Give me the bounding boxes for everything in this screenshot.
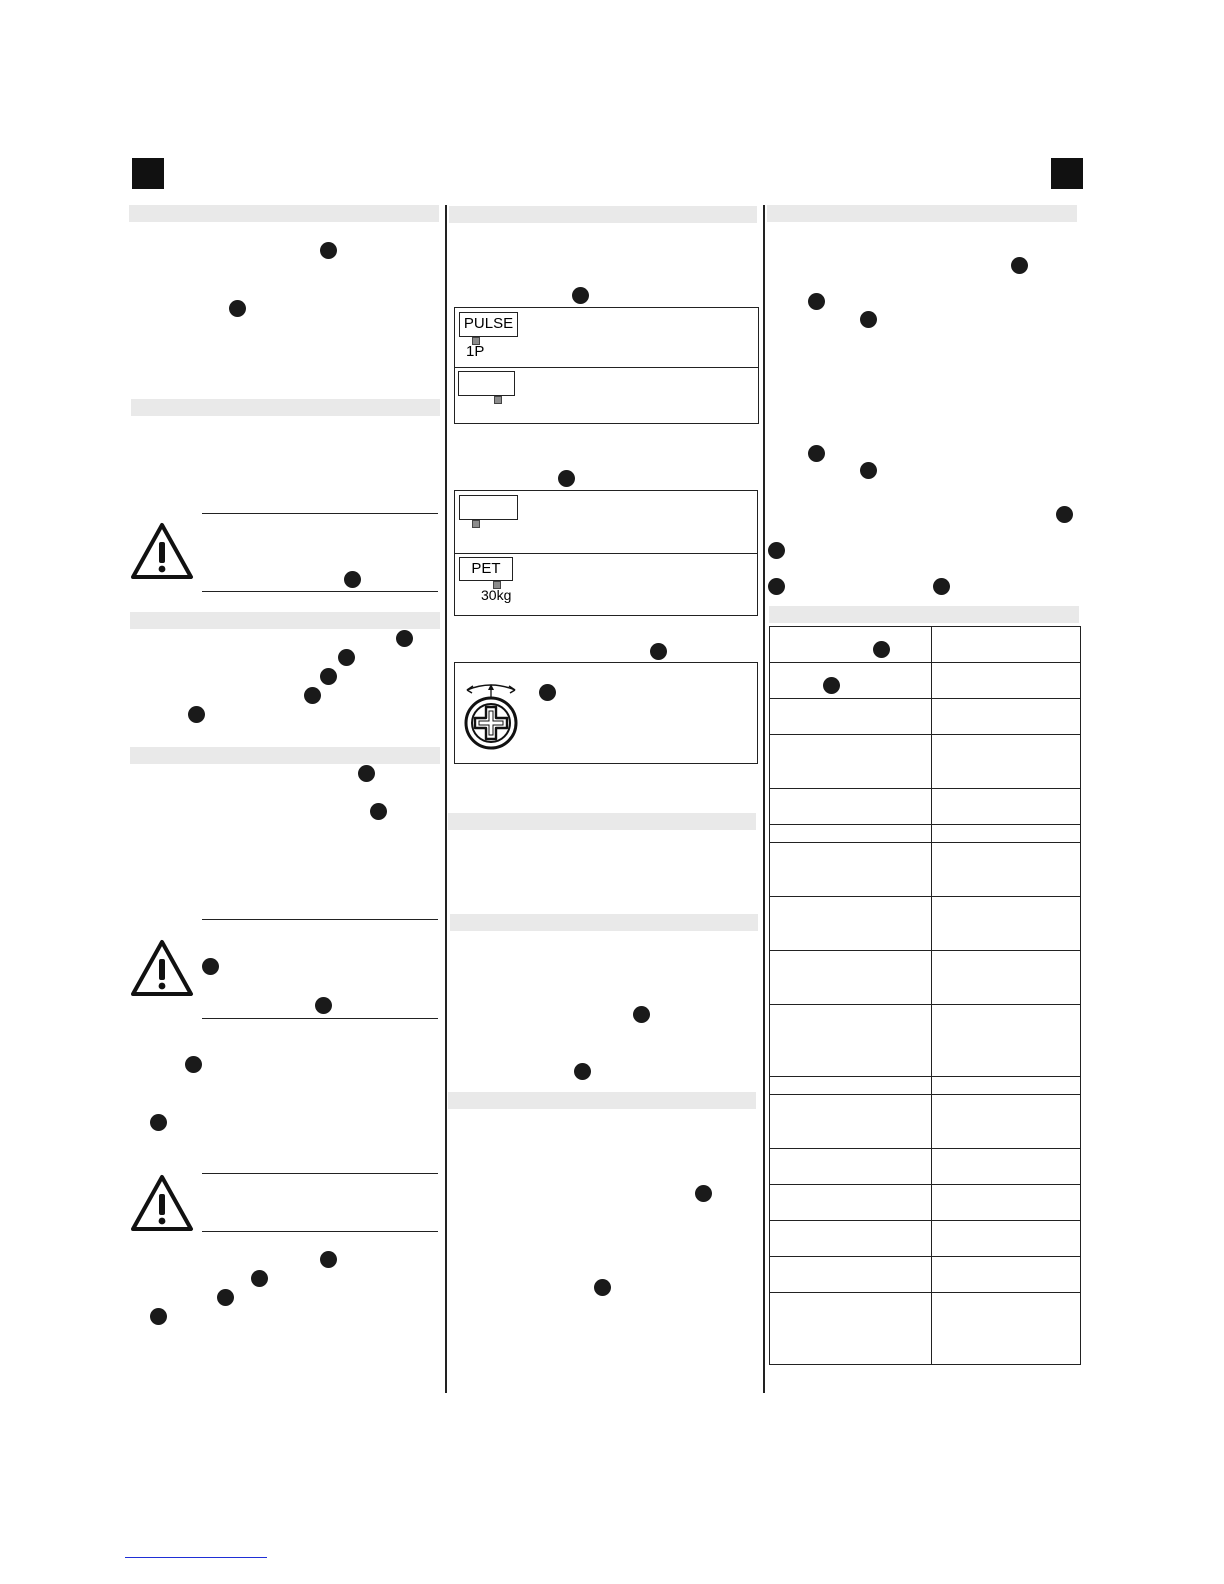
spec-table-row (770, 1095, 1081, 1149)
reference-bullet-icon (860, 462, 877, 479)
section-header-bar (450, 914, 758, 931)
spec-table-row (770, 735, 1081, 789)
reference-bullet-icon (1056, 506, 1073, 523)
reference-bullet-icon (320, 1251, 337, 1268)
spec-table-row (770, 1221, 1081, 1257)
spec-table-row (770, 1149, 1081, 1185)
lcd-pet-label: PET (459, 557, 513, 581)
spec-label-cell (770, 1005, 932, 1077)
spec-value-cell (932, 627, 1081, 663)
section-header-bar (131, 399, 440, 416)
reference-bullet-icon (320, 668, 337, 685)
spec-table-row (770, 789, 1081, 825)
warning-rule-top (202, 513, 438, 514)
reference-bullet-icon (823, 677, 840, 694)
rotary-dial-icon (461, 682, 521, 752)
reference-bullet-icon (558, 470, 575, 487)
reference-bullet-icon (315, 997, 332, 1014)
spec-value-cell (932, 1293, 1081, 1365)
spec-value-cell (932, 1077, 1081, 1095)
reference-bullet-icon (633, 1006, 650, 1023)
reference-bullet-icon (202, 958, 219, 975)
spec-label-cell (770, 1257, 932, 1293)
section-header-bar (448, 813, 756, 830)
panel-divider (455, 553, 757, 554)
reference-bullet-icon (695, 1185, 712, 1202)
spec-label-cell (770, 789, 932, 825)
spec-label-cell (770, 627, 932, 663)
reference-bullet-icon (873, 641, 890, 658)
reference-bullet-icon (358, 765, 375, 782)
lcd-indicator (472, 520, 480, 528)
lcd-pet-value: 30kg (481, 587, 512, 603)
lcd-pulse-value: 1P (466, 343, 485, 360)
spec-table-row (770, 1077, 1081, 1095)
reference-bullet-icon (933, 578, 950, 595)
column-divider-1 (445, 205, 447, 1393)
spec-table-row (770, 897, 1081, 951)
column-divider-2 (763, 205, 765, 1393)
panel-divider (455, 367, 758, 368)
reference-bullet-icon (217, 1289, 234, 1306)
reference-bullet-icon (768, 578, 785, 595)
spec-table-row (770, 951, 1081, 1005)
reference-bullet-icon (344, 571, 361, 588)
reference-bullet-icon (185, 1056, 202, 1073)
warning-triangle-icon (130, 522, 194, 580)
spec-label-cell (770, 1293, 932, 1365)
specification-table (769, 626, 1081, 1365)
reference-bullet-icon (572, 287, 589, 304)
warning-rule-bottom (202, 1018, 438, 1019)
section-header-bar (130, 612, 440, 629)
section-header-bar (769, 606, 1079, 623)
spec-label-cell (770, 663, 932, 699)
spec-label-cell (770, 897, 932, 951)
spec-table-row (770, 627, 1081, 663)
section-header-bar (449, 206, 757, 223)
spec-value-cell (932, 1095, 1081, 1149)
warning-rule-top (202, 919, 438, 920)
reference-bullet-icon (808, 293, 825, 310)
corner-marker-right (1051, 158, 1083, 189)
spec-table-row (770, 1005, 1081, 1077)
spec-label-cell (770, 1221, 932, 1257)
reference-bullet-icon (304, 687, 321, 704)
section-header-bar (129, 205, 439, 222)
reference-bullet-icon (650, 643, 667, 660)
spec-table-row (770, 825, 1081, 843)
reference-bullet-icon (150, 1308, 167, 1325)
reference-bullet-icon (808, 445, 825, 462)
reference-bullet-icon (150, 1114, 167, 1131)
spec-label-cell (770, 699, 932, 735)
warning-triangle-icon (130, 939, 194, 997)
footer-link-underline (125, 1557, 267, 1558)
lcd-blank-label (458, 371, 515, 396)
spec-label-cell (770, 825, 932, 843)
spec-table-row (770, 843, 1081, 897)
reference-bullet-icon (251, 1270, 268, 1287)
reference-bullet-icon (539, 684, 556, 701)
section-header-bar (767, 205, 1077, 222)
lcd-blank-label (459, 495, 518, 520)
spec-value-cell (932, 735, 1081, 789)
spec-label-cell (770, 843, 932, 897)
spec-table-row (770, 699, 1081, 735)
spec-label-cell (770, 1095, 932, 1149)
spec-value-cell (932, 897, 1081, 951)
reference-bullet-icon (574, 1063, 591, 1080)
reference-bullet-icon (1011, 257, 1028, 274)
spec-table-row (770, 1185, 1081, 1221)
warning-rule-top (202, 1173, 438, 1174)
spec-label-cell (770, 1185, 932, 1221)
spec-value-cell (932, 663, 1081, 699)
spec-value-cell (932, 699, 1081, 735)
spec-value-cell (932, 825, 1081, 843)
spec-label-cell (770, 951, 932, 1005)
reference-bullet-icon (320, 242, 337, 259)
spec-value-cell (932, 1149, 1081, 1185)
spec-value-cell (932, 1005, 1081, 1077)
spec-label-cell (770, 1077, 932, 1095)
spec-label-cell (770, 1149, 932, 1185)
spec-value-cell (932, 843, 1081, 897)
lcd-indicator (494, 396, 502, 404)
reference-bullet-icon (188, 706, 205, 723)
spec-value-cell (932, 1185, 1081, 1221)
warning-triangle-icon (130, 1174, 194, 1232)
spec-value-cell (932, 1257, 1081, 1293)
corner-marker-left (132, 158, 164, 189)
reference-bullet-icon (338, 649, 355, 666)
section-header-bar (130, 747, 440, 764)
reference-bullet-icon (860, 311, 877, 328)
reference-bullet-icon (396, 630, 413, 647)
reference-bullet-icon (229, 300, 246, 317)
reference-bullet-icon (370, 803, 387, 820)
lcd-pulse-label: PULSE (459, 312, 518, 337)
warning-rule-bottom (202, 1231, 438, 1232)
warning-rule-bottom (202, 591, 438, 592)
reference-bullet-icon (768, 542, 785, 559)
section-header-bar (448, 1092, 756, 1109)
spec-table-row (770, 663, 1081, 699)
reference-bullet-icon (594, 1279, 611, 1296)
spec-table-row (770, 1257, 1081, 1293)
spec-label-cell (770, 735, 932, 789)
spec-value-cell (932, 789, 1081, 825)
spec-value-cell (932, 951, 1081, 1005)
spec-value-cell (932, 1221, 1081, 1257)
spec-table-row (770, 1293, 1081, 1365)
